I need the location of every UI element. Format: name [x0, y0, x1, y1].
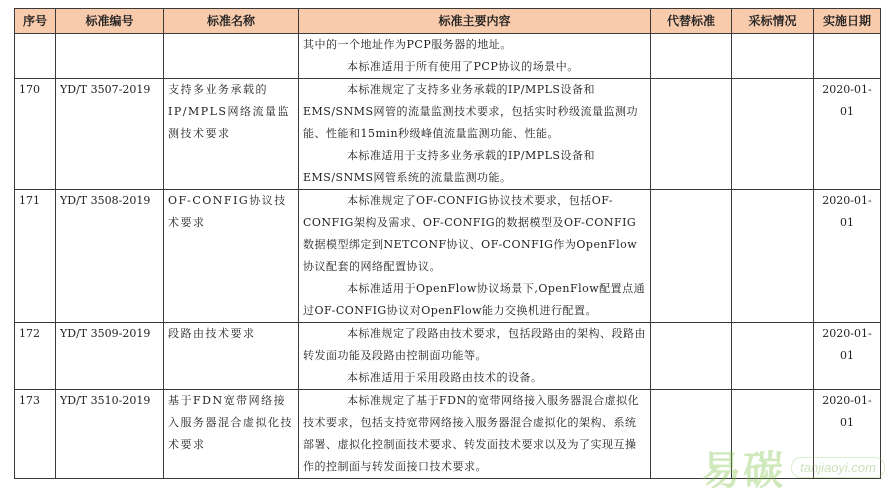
header-serial: 序号 — [15, 9, 56, 34]
cell-adopt — [732, 34, 814, 79]
cell-serial: 173 — [15, 390, 56, 479]
cell-replace — [651, 323, 732, 390]
cell-code: YD/T 3508-2019 — [56, 190, 164, 323]
watermark-logo: 易碳 — [701, 448, 786, 494]
cell-adopt — [732, 79, 814, 190]
header-code: 标准编号 — [56, 9, 164, 34]
content-paragraph: 本标准适用于所有使用了PCP协议的场景中。 — [347, 60, 579, 73]
cell-serial: 170 — [15, 79, 56, 190]
watermark-domain: tanjiaoyi.com — [791, 457, 885, 478]
cell-code: YD/T 3510-2019 — [56, 390, 164, 479]
cell-code: YD/T 3507-2019 — [56, 79, 164, 190]
cell-serial — [15, 34, 56, 79]
cell-name: 基于FDN宽带网络接入服务器混合虚拟化技术要求 — [164, 390, 299, 479]
table-header-row — [15, 9, 881, 34]
content-paragraph: 本标准适用于支持多业务承载的IP/MPLS设备和EMS/SNMS网管系统的流量监测功能。 — [303, 149, 595, 184]
standards-table-page — [14, 8, 880, 479]
cell-replace — [651, 34, 732, 79]
cell-code: YD/T 3509-2019 — [56, 323, 164, 390]
cell-replace — [651, 190, 732, 323]
cell-replace — [651, 79, 732, 190]
table-row — [15, 79, 881, 190]
cell-code — [56, 34, 164, 79]
header-name: 标准名称 — [164, 9, 299, 34]
cell-content — [299, 390, 651, 479]
cell-date — [814, 34, 881, 79]
table-row — [15, 190, 881, 323]
table-row — [15, 323, 881, 390]
cell-content — [299, 323, 651, 390]
cell-content — [299, 190, 651, 323]
header-adopt: 采标情况 — [732, 9, 814, 34]
content-paragraph: 本标准规定了基于FDN的宽带网络接入服务器混合虚拟化技术要求，包括支持宽带网络接入服务器混合虚拟化的架构、系统部署、虚拟化控制面技术要求、转发面技术要求以及为了实现互操作的控制面与转发面接口技术要求。 — [303, 394, 640, 473]
cell-date: 2020-01-01 — [814, 390, 881, 479]
cell-adopt — [732, 323, 814, 390]
content-paragraph: 本标准规定了OF-CONFIG协议技术要求，包括OF-CONFIG架构及需求、OF-CONFIG的数据模型及OF-CONFIG数据模型绑定到NETCONF协议、OF-CONFIG作为OpenFlow协议配套的网络配置协议。 — [303, 194, 638, 273]
header-replace: 代替标准 — [651, 9, 732, 34]
cell-date: 2020-01-01 — [814, 79, 881, 190]
table-row — [15, 34, 881, 79]
standards-table — [14, 8, 881, 479]
content-paragraph: 其中的一个地址作为PCP服务器的地址。 — [303, 38, 512, 51]
content-paragraph: 本标准适用于采用段路由技术的设备。 — [347, 371, 543, 384]
cell-name: OF-CONFIG协议技术要求 — [164, 190, 299, 323]
cell-date: 2020-01-01 — [814, 323, 881, 390]
cell-content — [299, 34, 651, 79]
content-paragraph: 本标准适用于OpenFlow协议场景下,OpenFlow配置点通过OF-CONFIG协议对OpenFlow能力交换机进行配置。 — [303, 282, 646, 317]
cell-name: 段路由技术要求 — [164, 323, 299, 390]
cell-name — [164, 34, 299, 79]
cell-adopt — [732, 190, 814, 323]
header-content: 标准主要内容 — [299, 9, 651, 34]
content-paragraph: 本标准规定了支持多业务承载的IP/MPLS设备和EMS/SNMS网管的流量监测技术要求，包括实时秒级流量监测功能、性能和15min秒级峰值流量监测功能、性能。 — [303, 83, 638, 140]
cell-name: 支持多业务承载的IP/MPLS网络流量监测技术要求 — [164, 79, 299, 190]
header-date: 实施日期 — [814, 9, 881, 34]
cell-content — [299, 79, 651, 190]
site-watermark — [701, 439, 885, 496]
content-paragraph: 本标准规定了段路由技术要求，包括段路由的架构、段路由转发面功能及段路由控制面功能等。 — [303, 327, 646, 362]
cell-serial: 171 — [15, 190, 56, 323]
cell-date: 2020-01-01 — [814, 190, 881, 323]
cell-serial: 172 — [15, 323, 56, 390]
